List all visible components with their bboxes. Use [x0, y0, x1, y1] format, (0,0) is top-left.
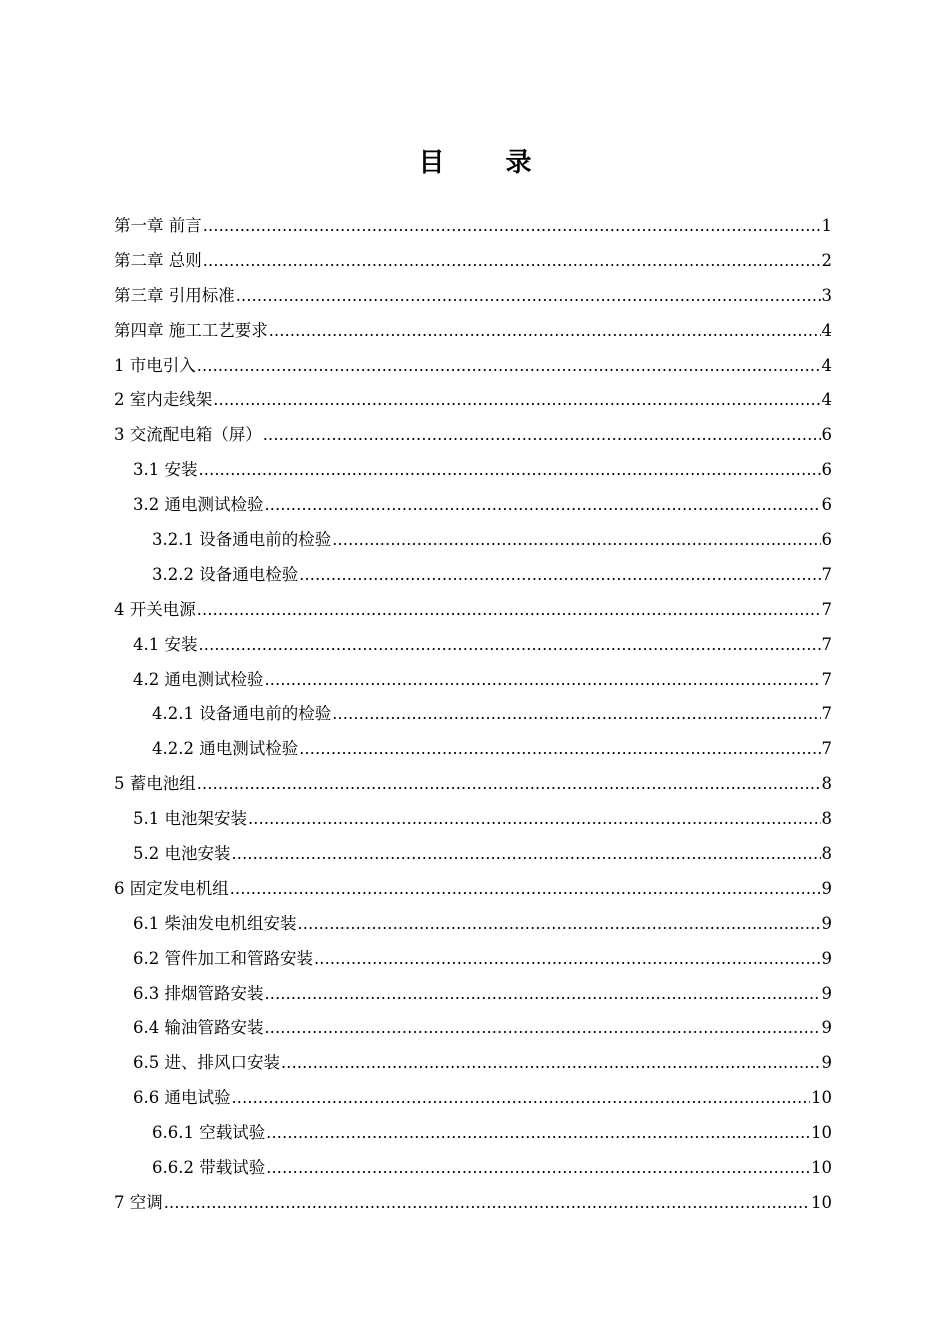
toc-entry-page-number: 10: [811, 1158, 832, 1178]
toc-dot-leader: [197, 593, 821, 628]
toc-entry[interactable]: [114, 453, 832, 488]
toc-entry-page-number: 9: [821, 948, 832, 968]
toc-entry-title: 第四章 施工工艺要求: [114, 320, 268, 340]
toc-entry-title: 1 市电引入: [114, 355, 196, 375]
toc-entry[interactable]: [114, 279, 832, 314]
toc-entry[interactable]: [114, 802, 832, 837]
page-title: 目 录: [418, 148, 558, 178]
toc-dot-leader: [332, 523, 820, 558]
toc-dot-leader: [248, 802, 821, 837]
toc-entry-title: 3.2 通电测试检验: [133, 495, 264, 515]
toc-dot-leader: [236, 279, 821, 314]
toc-entry[interactable]: [114, 1011, 832, 1046]
toc-entry-title: 5.1 电池架安装: [133, 809, 247, 829]
toc-entry-title: 3.2.1 设备通电前的检验: [152, 530, 332, 550]
toc-dot-leader: [269, 314, 821, 349]
toc-entry-page-number: 9: [821, 1053, 832, 1073]
toc-dot-leader: [281, 1046, 821, 1081]
toc-dot-leader: [298, 907, 821, 942]
toc-entry[interactable]: [114, 209, 832, 244]
toc-entry[interactable]: [114, 1046, 832, 1081]
toc-entry-page-number: 8: [821, 774, 832, 794]
toc-entry-page-number: 4: [821, 390, 832, 410]
toc-entry-title: 4 开关电源: [114, 599, 196, 619]
toc-dot-leader: [265, 488, 821, 523]
toc-entry[interactable]: [114, 977, 832, 1012]
toc-entry-page-number: 10: [811, 1192, 832, 1212]
toc-entry[interactable]: [114, 558, 832, 593]
toc-entry[interactable]: [114, 732, 832, 767]
toc-entry-page-number: 7: [821, 739, 832, 759]
toc-dot-leader: [197, 349, 821, 384]
toc-entry-title: 3.1 安装: [133, 460, 198, 480]
toc-entry-title: 6.3 排烟管路安装: [133, 983, 264, 1003]
toc-entry-page-number: 7: [821, 564, 832, 584]
toc-entry[interactable]: [114, 837, 832, 872]
toc-entry[interactable]: [114, 1116, 832, 1151]
toc-entry[interactable]: [114, 244, 832, 279]
toc-entry-title: 6.4 输油管路安装: [133, 1018, 264, 1038]
toc-entry-page-number: 4: [821, 320, 832, 340]
toc-entry-title: 6.6 通电试验: [133, 1088, 231, 1108]
toc-dot-leader: [265, 663, 821, 698]
toc-entry-page-number: 3: [821, 285, 832, 305]
toc-entry-title: 7 空调: [114, 1192, 163, 1212]
toc-entry[interactable]: [114, 663, 832, 698]
toc-entry-page-number: 8: [821, 809, 832, 829]
toc-entry-title: 6.5 进、排风口安装: [133, 1053, 280, 1073]
toc-dot-leader: [230, 872, 821, 907]
toc-entry[interactable]: [114, 383, 832, 418]
toc-entry-page-number: 7: [821, 599, 832, 619]
toc-entry-title: 3.2.2 设备通电检验: [152, 564, 299, 584]
toc-dot-leader: [199, 453, 821, 488]
toc-entry[interactable]: [114, 523, 832, 558]
toc-dot-leader: [265, 1011, 821, 1046]
toc-entry-page-number: 9: [821, 913, 832, 933]
toc-entry-title: 6.6.1 空载试验: [152, 1123, 266, 1143]
toc-entry-page-number: 9: [821, 983, 832, 1003]
toc-dot-leader: [299, 732, 820, 767]
toc-entry-page-number: 4: [821, 355, 832, 375]
toc-entry-page-number: 8: [821, 844, 832, 864]
toc-entry[interactable]: [114, 907, 832, 942]
toc-dot-leader: [265, 977, 821, 1012]
toc-entry[interactable]: [114, 1186, 832, 1221]
toc-entry[interactable]: [114, 593, 832, 628]
toc-entry-page-number: 6: [821, 425, 832, 445]
toc-entry-title: 4.2.2 通电测试检验: [152, 739, 299, 759]
toc-entry-page-number: 10: [811, 1123, 832, 1143]
toc-entry[interactable]: [114, 314, 832, 349]
toc-entry-page-number: 6: [821, 460, 832, 480]
toc-dot-leader: [266, 1116, 810, 1151]
toc-entry[interactable]: [114, 942, 832, 977]
toc-dot-leader: [197, 767, 821, 802]
toc-entry-title: 2 室内走线架: [114, 390, 213, 410]
toc-dot-leader: [299, 558, 820, 593]
toc-entry[interactable]: [114, 488, 832, 523]
toc-entry-title: 第二章 总则: [114, 250, 202, 270]
toc-dot-leader: [199, 628, 821, 663]
toc-entry-title: 6 固定发电机组: [114, 878, 229, 898]
toc-entry-page-number: 2: [821, 250, 832, 270]
toc-entry-page-number: 10: [811, 1088, 832, 1108]
toc-dot-leader: [314, 942, 821, 977]
toc-entry-title: 4.1 安装: [133, 634, 198, 654]
toc-entry-title: 4.2.1 设备通电前的检验: [152, 704, 332, 724]
toc-entry-title: 4.2 通电测试检验: [133, 669, 264, 689]
toc-dot-leader: [164, 1186, 810, 1221]
toc-dot-leader: [213, 383, 820, 418]
toc-dot-leader: [203, 209, 821, 244]
toc-entry[interactable]: [114, 872, 832, 907]
toc-entry-title: 6.2 管件加工和管路安装: [133, 948, 313, 968]
toc-entry-title: 第一章 前言: [114, 216, 202, 235]
toc-entry[interactable]: [114, 1081, 832, 1116]
toc-entry-page-number: 9: [821, 878, 832, 898]
toc-entry-title: 第三章 引用标准: [114, 285, 235, 305]
toc-dot-leader: [232, 1081, 811, 1116]
toc-entry[interactable]: [114, 628, 832, 663]
toc-dot-leader: [232, 837, 821, 872]
toc-entry-title: 3 交流配电箱（屏）: [114, 425, 262, 445]
table-of-contents: [114, 209, 832, 1221]
toc-entry[interactable]: [114, 697, 832, 732]
toc-dot-leader: [266, 1151, 810, 1186]
toc-entry-title: 6.1 柴油发电机组安装: [133, 913, 297, 933]
toc-entry-title: 5.2 电池安装: [133, 844, 231, 864]
toc-entry-page-number: 7: [821, 704, 832, 724]
toc-entry[interactable]: [114, 767, 832, 802]
toc-entry[interactable]: [114, 418, 832, 453]
toc-entry-title: 5 蓄电池组: [114, 774, 196, 794]
toc-entry-title: 6.6.2 带载试验: [152, 1158, 266, 1178]
toc-entry-page-number: 1: [821, 216, 832, 235]
toc-dot-leader: [203, 244, 821, 279]
toc-entry-page-number: 9: [821, 1018, 832, 1038]
toc-entry[interactable]: [114, 349, 832, 384]
toc-entry[interactable]: [114, 1151, 832, 1186]
toc-entry-page-number: 7: [821, 669, 832, 689]
toc-entry-page-number: 6: [821, 530, 832, 550]
toc-entry-page-number: 7: [821, 634, 832, 654]
toc-entry-page-number: 6: [821, 495, 832, 515]
toc-dot-leader: [263, 418, 821, 453]
toc-dot-leader: [332, 697, 820, 732]
